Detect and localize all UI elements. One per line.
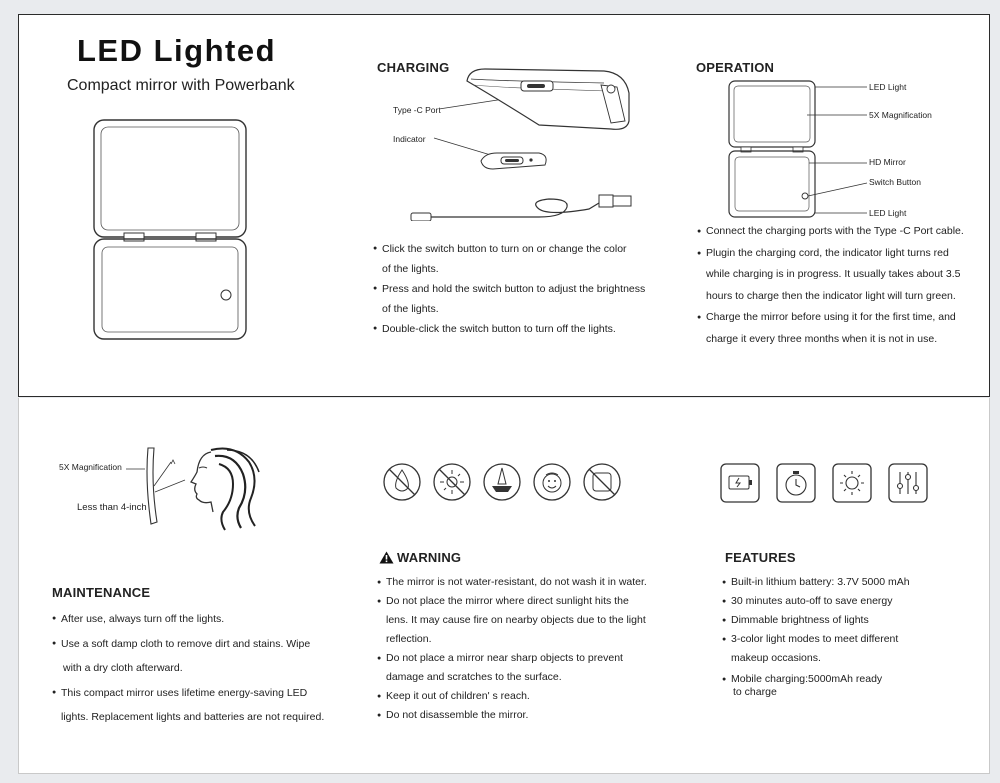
feature-bullet (722, 592, 972, 611)
operation-bullet-line: charge it every three months when it is not in use. (706, 332, 938, 345)
charging-bullet-line: of the lights. (382, 303, 439, 315)
product-subtitle: Compact mirror with Powerbank (67, 77, 295, 94)
maintenance-bullet-line: ● After use, always turn off the lights. (61, 613, 225, 625)
charging-heading: CHARGING (377, 60, 450, 75)
warning-bullet (377, 649, 677, 687)
warning-heading-row (379, 550, 461, 565)
warning-bullet-line: ● Keep it out of children' s reach. (386, 690, 530, 702)
adjust-sliders-icon (889, 464, 927, 502)
charging-bullet-line: ● Press and hold the switch button to adjust the brightness (382, 283, 646, 295)
distance-label: Less than 4-inch (77, 502, 147, 513)
maintenance-bullet-line: ● This compact mirror uses lifetime energy-saving LED (61, 686, 308, 699)
charging-bullet-line: ● Double-click the switch button to turn off the lights. (382, 323, 616, 335)
features-list (722, 573, 972, 699)
maintenance-bullet (52, 632, 362, 681)
no-sharp-objects-icon (484, 464, 520, 500)
operation-instructions (697, 221, 982, 350)
maintenance-instructions (52, 607, 362, 730)
warning-bullet (377, 687, 677, 706)
feature-icons-row (719, 462, 929, 506)
operation-bullet-line: while charging is in progress. It usually takes about 3.5 (706, 268, 961, 280)
feature-bullet-line: ● 3-color light modes to meet different (731, 633, 899, 645)
warning-bullet-line: ● Do not disassemble the mirror. (386, 709, 529, 721)
operation-illustration (719, 77, 879, 222)
charging-bullet (373, 239, 673, 279)
warning-bullet (377, 706, 677, 725)
type-c-port-label: Type -C Port (393, 105, 441, 115)
top-panel (18, 14, 990, 397)
timer-icon (777, 464, 815, 502)
operation-bullet-line: ● Charge the mirror before using it for the first time, and (706, 311, 956, 323)
maintenance-bullet-line: lights. Replacement lights and batteries are not required. (61, 711, 325, 723)
feature-bullet-line: to charge (733, 686, 777, 698)
warning-bullet-line: ● The mirror is not water-resistant, do not wash it in water. (386, 576, 647, 588)
maintenance-bullet (52, 607, 362, 632)
maintenance-bullet-line: with a dry cloth afterward. (63, 662, 183, 674)
feature-bullet-line: ● Mobile charging:5000mAh ready (731, 673, 883, 685)
bottom-panel (18, 398, 990, 774)
no-sunlight-icon (434, 464, 470, 500)
operation-bullet (697, 307, 982, 350)
charging-bullet-line: of the lights. (382, 263, 439, 275)
operation-bullet-line: ● Connect the charging ports with the Type -C Port cable. (706, 225, 964, 237)
warning-icons-row (382, 462, 632, 502)
feature-bullet-line: ● Built-in lithium battery: 3.7V 5000 mAh (731, 576, 910, 588)
feature-bullet (722, 673, 972, 699)
battery-icon (721, 464, 759, 502)
operation-label-led-light-bottom: LED Light (869, 208, 907, 218)
operation-bullet (697, 221, 982, 243)
charging-bullet (373, 319, 673, 339)
operation-heading: OPERATION (696, 60, 775, 75)
warning-list (377, 573, 677, 725)
warning-triangle-icon (379, 551, 394, 564)
maintenance-heading: MAINTENANCE (52, 585, 151, 600)
warning-bullet-line: ● Do not place the mirror where direct sunlight hits the (386, 595, 629, 607)
feature-bullet-line: ● Dimmable brightness of lights (731, 614, 869, 626)
charging-bullet-line: ● Click the switch button to turn on or change the color (382, 243, 627, 255)
warning-bullet (377, 573, 677, 592)
warning-bullet (377, 592, 677, 649)
charging-illustration (389, 61, 639, 221)
feature-bullet-line: makeup occasions. (731, 652, 821, 664)
feature-bullet (722, 573, 972, 592)
operation-label-hd-mirror: HD Mirror (869, 157, 906, 167)
magnification-label: 5X Magnification (59, 462, 122, 472)
feature-bullet-line: ● 30 minutes auto-off to save energy (731, 595, 893, 607)
warning-bullet-line: ● Do not place a mirror near sharp objects to prevent (386, 652, 623, 664)
no-water-icon (384, 464, 420, 500)
operation-label-magnification: 5X Magnification (869, 110, 932, 120)
warning-heading: WARNING (397, 550, 462, 565)
operation-label-led-light: LED Light (869, 82, 907, 92)
feature-bullet (722, 630, 972, 668)
operation-bullet-line: hours to charge then the indicator light will turn green. (706, 289, 956, 302)
charging-bullet (373, 279, 673, 319)
maintenance-bullet-line: ● Use a soft damp cloth to remove dirt and stains. Wipe (61, 637, 311, 650)
charging-instructions (373, 239, 673, 339)
face-magnification-illustration (123, 442, 263, 532)
brightness-icon (833, 464, 871, 502)
product-title: LED Lighted (77, 33, 277, 68)
maintenance-bullet (52, 681, 362, 730)
warning-bullet-line: reflection. (386, 633, 432, 645)
operation-bullet-line: ● Plugin the charging cord, the indicator light turns red (706, 246, 949, 259)
operation-label-switch-button: Switch Button (869, 177, 921, 187)
mirror-open-illustration (89, 115, 259, 350)
warning-bullet-line: lens. It may cause fire on nearby objects due to the light (386, 614, 646, 626)
no-disassemble-icon (584, 464, 620, 500)
indicator-label: Indicator (393, 134, 426, 144)
features-heading: FEATURES (725, 550, 796, 565)
child-safety-icon (534, 464, 570, 500)
feature-bullet (722, 611, 972, 630)
operation-bullet (697, 243, 982, 308)
warning-bullet-line: damage and scratches to the surface. (386, 671, 562, 683)
